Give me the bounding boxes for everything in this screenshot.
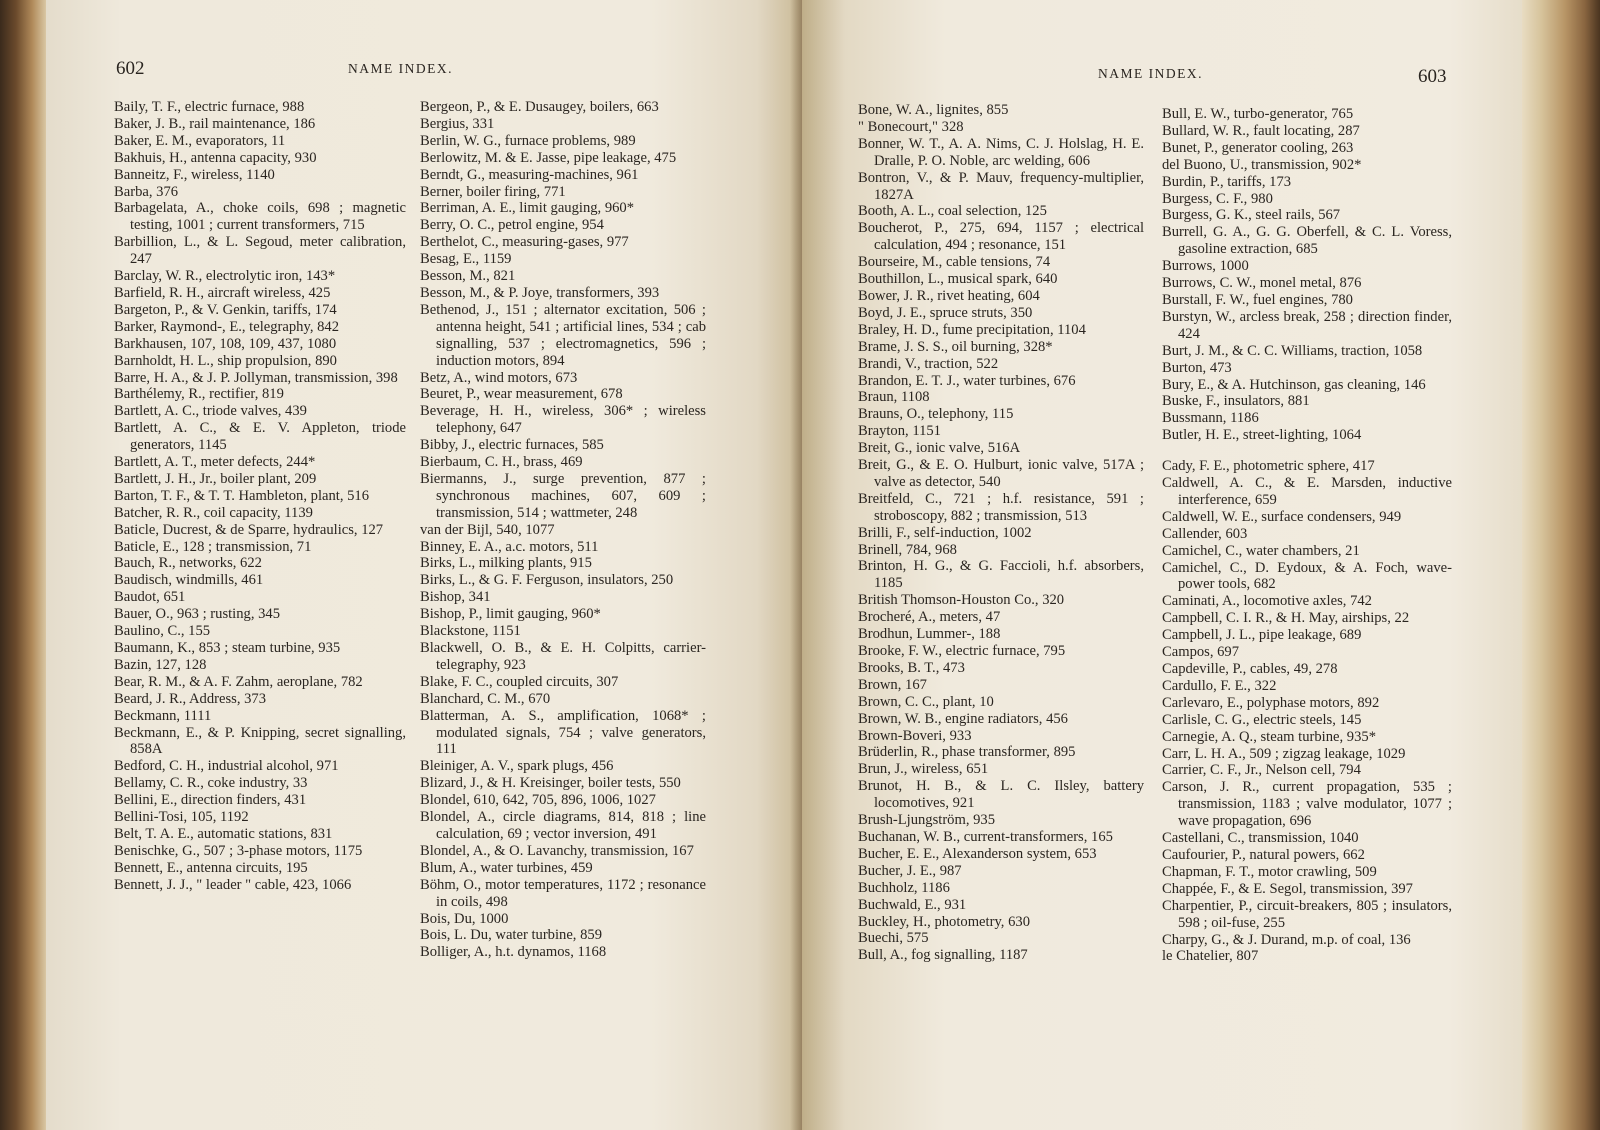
- index-entry: Brun, J., wireless, 651: [858, 761, 989, 778]
- index-entry: Brooke, F. W., electric furnace, 795: [858, 643, 1066, 659]
- index-entry: Capdeville, P., cables, 49, 278: [1162, 661, 1338, 677]
- index-entry: Böhm, O., motor temperatures, 1172 ; resonance in coils, 498: [420, 876, 706, 910]
- index-entry: Bontron, V., & P. Mauv, frequency-multiplier, 1827A: [858, 169, 1144, 203]
- index-entry: Brocheré, A., meters, 47: [858, 609, 1001, 626]
- index-entry: Brown, C. C., plant, 10: [858, 693, 994, 710]
- index-entry: Camichel, C., D. Eydoux, & A. Foch, wave-power tools, 682: [1162, 559, 1452, 593]
- index-entry: Bellini, E., direction finders, 431: [114, 792, 307, 809]
- index-entry: Bargeton, P., & V. Genkin, tariffs, 174: [114, 301, 337, 318]
- index-entry: Banneitz, F., wireless, 1140: [114, 166, 275, 183]
- index-entry: Brush-Ljungström, 935: [858, 812, 996, 829]
- index-entry: Burstyn, W., arcless break, 258 ; direction finder, 424: [1162, 308, 1452, 342]
- index-entry: Beard, J. R., Address, 373: [114, 690, 267, 707]
- index-entry: Caufourier, P., natural powers, 662: [1162, 846, 1365, 863]
- index-entry: Bellini-Tosi, 105, 1192: [114, 809, 249, 826]
- right-index-column-2: [1162, 106, 1452, 965]
- index-entry: Bonner, W. T., A. A. Nims, C. J. Holslag, H. E. Dralle, P. O. Noble, arc welding, 606: [858, 135, 1144, 169]
- index-entry: Braley, H. D., fume precipitation, 1104: [858, 321, 1086, 338]
- index-entry: Baulino, C., 155: [114, 623, 211, 640]
- index-entry: Blizard, J., & H. Kreisinger, boiler tests, 550: [420, 775, 681, 792]
- index-entry: Buechi, 575: [858, 930, 929, 947]
- index-entry: Bunet, P., generator cooling, 263: [1162, 139, 1354, 156]
- index-entry: Bury, E., & A. Hutchinson, gas cleaning, 146: [1162, 376, 1426, 393]
- right-page-number: 603: [1418, 66, 1447, 87]
- index-entry: Blackwell, O. B., & E. H. Colpitts, carrier-telegraphy, 923: [420, 640, 706, 673]
- index-entry: Barbillion, L., & L. Segoud, meter calibration, 247: [114, 234, 406, 268]
- left-index-column-2: [420, 99, 706, 961]
- index-entry: British Thomson-Houston Co., 320: [858, 592, 1065, 609]
- index-entry: Bone, W. A., lignites, 855: [858, 102, 1009, 118]
- index-entry: Binney, E. A., a.c. motors, 511: [420, 538, 599, 555]
- index-entry: Biermanns, J., surge prevention, 877 ; synchronous machines, 607, 609 ; transmission, 514 ; wattmeter, 248: [420, 470, 706, 521]
- index-entry: [1162, 444, 1452, 458]
- index-entry: Baily, T. F., electric furnace, 988: [114, 99, 305, 115]
- index-entry: Barba, 376: [114, 183, 179, 200]
- index-entry: Bishop, 341: [420, 589, 491, 606]
- index-entry: Chappée, F., & E. Segol, transmission, 397: [1162, 880, 1413, 897]
- index-entry: del Buono, U., transmission, 902*: [1162, 156, 1362, 173]
- index-entry: Burrows, C. W., monel metal, 876: [1162, 275, 1362, 292]
- index-entry: Bergeon, P., & E. Dusaugey, boilers, 663: [420, 99, 659, 115]
- index-entry: Brayton, 1151: [858, 423, 941, 440]
- index-entry: Bucher, J. E., 987: [858, 862, 962, 879]
- left-page: [46, 0, 802, 1130]
- index-entry: Caminati, A., locomotive axles, 742: [1162, 593, 1372, 610]
- index-entry: Barker, Raymond-, E., telegraphy, 842: [114, 318, 340, 335]
- index-entry: Carr, L. H. A., 509 ; zigzag leakage, 1029: [1162, 745, 1406, 762]
- index-entry: Charpentier, P., circuit-breakers, 805 ; insulators, 598 ; oil-fuse, 255: [1162, 897, 1452, 931]
- index-entry: Carson, J. R., current propagation, 535 ; transmission, 1183 ; valve modulator, 1077 ; wave propagation, 696: [1162, 779, 1452, 830]
- index-entry: Brodhun, Lummer-, 188: [858, 626, 1001, 643]
- index-entry: Brown-Boveri, 933: [858, 727, 972, 744]
- index-entry: Bull, E. W., turbo-generator, 765: [1162, 106, 1354, 122]
- index-entry: Brinton, H. G., & G. Faccioli, h.f. absorbers, 1185: [858, 558, 1144, 592]
- index-entry: Bauch, R., networks, 622: [114, 555, 262, 572]
- index-entry: Bullard, W. R., fault locating, 287: [1162, 122, 1360, 139]
- index-entry: Bennett, E., antenna circuits, 195: [114, 859, 308, 876]
- index-entry: Burdin, P., tariffs, 173: [1162, 173, 1292, 190]
- index-entry: Baudisch, windmills, 461: [114, 572, 264, 589]
- index-entry: Campbell, C. I. R., & H. May, airships, 22: [1162, 610, 1410, 627]
- index-entry: Brown, W. B., engine radiators, 456: [858, 710, 1068, 727]
- index-entry: Campbell, J. L., pipe leakage, 689: [1162, 627, 1362, 644]
- right-running-head: NAME INDEX.: [1098, 66, 1203, 81]
- index-entry: Batcher, R. R., coil capacity, 1139: [114, 504, 313, 521]
- index-entry: Bartlett, A. C., & E. V. Appleton, triode generators, 1145: [114, 420, 406, 454]
- index-entry: Boyd, J. E., spruce struts, 350: [858, 304, 1033, 321]
- index-entry: Benischke, G., 507 ; 3-phase motors, 1175: [114, 842, 363, 859]
- index-entry: Beckmann, 1111: [114, 707, 212, 724]
- index-entry: Bartlett, J. H., Jr., boiler plant, 209: [114, 470, 317, 487]
- index-entry: Booth, A. L., coal selection, 125: [858, 203, 1047, 220]
- index-entry: Brilli, F., self-induction, 1002: [858, 524, 1032, 541]
- index-entry: Blackstone, 1151: [420, 623, 521, 640]
- index-entry: le Chatelier, 807: [1162, 948, 1259, 965]
- index-entry: Burrell, G. A., G. G. Oberfell, & C. L. Voress, gasoline extraction, 685: [1162, 224, 1452, 258]
- index-entry: Bussmann, 1186: [1162, 410, 1259, 427]
- index-entry: Bull, A., fog signalling, 1187: [858, 947, 1028, 964]
- index-entry: Barre, H. A., & J. P. Jollyman, transmission, 398: [114, 369, 398, 386]
- index-entry: Bierbaum, C. H., brass, 469: [420, 454, 583, 471]
- index-entry: Beckmann, E., & P. Knipping, secret signalling, 858A: [114, 724, 406, 758]
- index-entry: Caldwell, A. C., & E. Marsden, inductive interference, 659: [1162, 475, 1452, 508]
- index-entry: Bauer, O., 963 ; rusting, 345: [114, 606, 281, 623]
- index-entry: Bellamy, C. R., coke industry, 33: [114, 775, 308, 792]
- index-entry: Carrier, C. F., Jr., Nelson cell, 794: [1162, 762, 1361, 779]
- index-entry: Baker, J. B., rail maintenance, 186: [114, 115, 316, 132]
- index-entry: Bois, L. Du, water turbine, 859: [420, 927, 602, 944]
- index-entry: Betz, A., wind motors, 673: [420, 369, 578, 386]
- index-entry: Burstall, F. W., fuel engines, 780: [1162, 291, 1353, 308]
- index-entry: Burrows, 1000: [1162, 258, 1249, 275]
- index-entry: Boucherot, P., 275, 694, 1157 ; electrical calculation, 494 ; resonance, 151: [858, 220, 1144, 254]
- index-entry: Brandi, V., traction, 522: [858, 355, 999, 372]
- index-entry: Bleiniger, A. V., spark plugs, 456: [420, 758, 614, 775]
- index-entry: Berner, boiler firing, 771: [420, 183, 566, 200]
- left-index-column-1: [114, 99, 406, 894]
- index-entry: Baker, E. M., evaporators, 11: [114, 132, 286, 149]
- index-entry: Chapman, F. T., motor crawling, 509: [1162, 863, 1377, 880]
- index-entry: Burgess, G. K., steel rails, 567: [1162, 207, 1341, 224]
- index-entry: Besag, E., 1159: [420, 251, 512, 268]
- index-entry: Birks, L., & G. F. Ferguson, insulators, 250: [420, 572, 674, 589]
- index-entry: Baudot, 651: [114, 589, 186, 606]
- index-entry: Bucher, E. E., Alexanderson system, 653: [858, 845, 1097, 862]
- index-entry: Butler, H. E., street-lighting, 1064: [1162, 427, 1362, 444]
- index-entry: Brown, 167: [858, 676, 927, 693]
- index-entry: Brunot, H. B., & L. C. Ilsley, battery locomotives, 921: [858, 778, 1144, 812]
- index-entry: Castellani, C., transmission, 1040: [1162, 830, 1359, 847]
- index-entry: Barkhausen, 107, 108, 109, 437, 1080: [114, 335, 337, 352]
- index-entry: Bedford, C. H., industrial alcohol, 971: [114, 758, 339, 775]
- index-entry: Barton, T. F., & T. T. Hambleton, plant, 516: [114, 487, 370, 504]
- right-index-column-1: [858, 102, 1144, 964]
- index-entry: Brauns, O., telephony, 115: [858, 406, 1014, 423]
- index-entry: Buckley, H., photometry, 630: [858, 913, 1030, 930]
- index-entry: Callender, 603: [1162, 525, 1248, 542]
- index-entry: Berriman, A. E., limit gauging, 960*: [420, 200, 635, 217]
- index-entry: Blondel, 610, 642, 705, 896, 1006, 1027: [420, 792, 656, 809]
- index-entry: Besson, M., 821: [420, 268, 516, 285]
- index-entry: Brandon, E. T. J., water turbines, 676: [858, 372, 1076, 389]
- index-entry: Berthelot, C., measuring-gases, 977: [420, 234, 629, 251]
- index-entry: Bazin, 127, 128: [114, 656, 207, 673]
- index-entry: Barnholdt, H. L., ship propulsion, 890: [114, 352, 337, 369]
- index-entry: Bakhuis, H., antenna capacity, 930: [114, 149, 317, 166]
- index-entry: Caldwell, W. E., surface condensers, 949: [1162, 508, 1402, 525]
- index-entry: Burton, 473: [1162, 359, 1232, 376]
- index-entry: Bartlett, A. C., triode valves, 439: [114, 403, 307, 420]
- index-entry: Blondel, A., & O. Lavanchy, transmission, 167: [420, 842, 694, 859]
- index-entry: Besson, M., & P. Joye, transformers, 393: [420, 284, 660, 301]
- index-entry: Buchanan, W. B., current-transformers, 165: [858, 828, 1113, 845]
- index-entry: Bolliger, A., h.t. dynamos, 1168: [420, 944, 607, 961]
- index-entry: Buchholz, 1186: [858, 879, 950, 896]
- index-entry: Birks, L., milking plants, 915: [420, 555, 592, 572]
- index-entry: Bethenod, J., 151 ; alternator excitation, 506 ; antenna height, 541 ; artificial lines, 534 ; cab signalling, 537 ; electromagnetics, 596 ; induction motors, 894: [420, 301, 706, 369]
- index-entry: Barbagelata, A., choke coils, 698 ; magnetic testing, 1001 ; current transformers, 715: [114, 200, 406, 234]
- index-entry: Barfield, R. H., aircraft wireless, 425: [114, 284, 331, 301]
- index-entry: Cardullo, F. E., 322: [1162, 677, 1277, 694]
- index-entry: Beuret, P., wear measurement, 678: [420, 386, 623, 403]
- index-entry: Beverage, H. H., wireless, 306* ; wireless telephony, 647: [420, 403, 706, 437]
- index-entry: Brüderlin, R., phase transformer, 895: [858, 744, 1076, 761]
- index-entry: Blanchard, C. M., 670: [420, 690, 551, 707]
- index-entry: Baticle, Ducrest, & de Sparre, hydraulics, 127: [114, 521, 384, 538]
- left-page-number: 602: [116, 58, 145, 79]
- index-entry: van der Bijl, 540, 1077: [420, 521, 555, 538]
- index-entry: Bear, R. M., & A. F. Zahm, aeroplane, 782: [114, 673, 363, 690]
- index-entry: Barthélemy, R., rectifier, 819: [114, 386, 284, 403]
- index-entry: Blondel, A., circle diagrams, 814, 818 ; line calculation, 69 ; vector inversion, 491: [420, 809, 706, 842]
- index-entry: Burt, J. M., & C. C. Williams, traction, 1058: [1162, 342, 1423, 359]
- index-entry: Carlisle, C. G., electric steels, 145: [1162, 711, 1362, 728]
- left-running-head: NAME INDEX.: [348, 61, 453, 76]
- index-entry: Brame, J. S. S., oil burning, 328*: [858, 338, 1053, 355]
- index-entry: Barclay, W. R., electrolytic iron, 143*: [114, 268, 336, 285]
- index-entry: Blum, A., water turbines, 459: [420, 859, 593, 876]
- index-entry: Charpy, G., & J. Durand, m.p. of coal, 136: [1162, 931, 1411, 948]
- index-entry: Blake, F. C., coupled circuits, 307: [420, 673, 619, 690]
- index-entry: Bouthillon, L., musical spark, 640: [858, 271, 1058, 288]
- index-entry: Bois, Du, 1000: [420, 910, 509, 927]
- index-entry: Carnegie, A. Q., steam turbine, 935*: [1162, 728, 1376, 745]
- index-entry: Bibby, J., electric furnaces, 585: [420, 437, 604, 454]
- book-edge-left: [0, 0, 46, 1130]
- index-entry: Breitfeld, C., 721 ; h.f. resistance, 591 ; stroboscopy, 882 ; transmission, 513: [858, 490, 1144, 524]
- index-entry: Brooks, B. T., 473: [858, 659, 965, 676]
- index-entry: Campos, 697: [1162, 644, 1240, 661]
- book-edge-right: [1522, 0, 1600, 1130]
- index-entry: Camichel, C., water chambers, 21: [1162, 542, 1360, 559]
- index-entry: Belt, T. A. E., automatic stations, 831: [114, 825, 333, 842]
- index-entry: Buske, F., insulators, 881: [1162, 393, 1310, 410]
- index-entry: Carlevaro, E., polyphase motors, 892: [1162, 694, 1380, 711]
- index-entry: Berlowitz, M. & E. Jasse, pipe leakage, 475: [420, 149, 677, 166]
- index-entry: Bower, J. R., rivet heating, 604: [858, 287, 1040, 304]
- index-entry: Braun, 1108: [858, 389, 930, 406]
- index-entry: Brinell, 784, 968: [858, 541, 957, 558]
- index-entry: Buchwald, E., 931: [858, 896, 967, 913]
- index-entry: Blatterman, A. S., amplification, 1068* ; modulated signals, 754 ; valve generators, 111: [420, 707, 706, 758]
- right-page: [802, 0, 1522, 1130]
- index-entry: Bishop, P., limit gauging, 960*: [420, 606, 601, 623]
- index-entry: Burgess, C. F., 980: [1162, 190, 1273, 207]
- index-entry: Bergius, 331: [420, 115, 495, 132]
- index-entry: Breit, G., & E. O. Hulburt, ionic valve, 517A ; valve as detector, 540: [858, 457, 1144, 490]
- index-entry: " Bonecourt," 328: [858, 118, 964, 135]
- index-entry: Bartlett, A. T., meter defects, 244*: [114, 454, 316, 471]
- index-entry: Berry, O. C., petrol engine, 954: [420, 217, 604, 234]
- index-entry: Breit, G., ionic valve, 516A: [858, 440, 1021, 457]
- index-entry: Bourseire, M., cable tensions, 74: [858, 254, 1051, 271]
- index-entry: Bennett, J. J., " leader " cable, 423, 1066: [114, 876, 352, 893]
- index-entry: Cady, F. E., photometric sphere, 417: [1162, 458, 1375, 475]
- index-entry: Baumann, K., 853 ; steam turbine, 935: [114, 640, 341, 656]
- index-entry: Berndt, G., measuring-machines, 961: [420, 166, 639, 183]
- index-entry: Berlin, W. G., furnace problems, 989: [420, 132, 636, 149]
- index-entry: Baticle, E., 128 ; transmission, 71: [114, 538, 312, 555]
